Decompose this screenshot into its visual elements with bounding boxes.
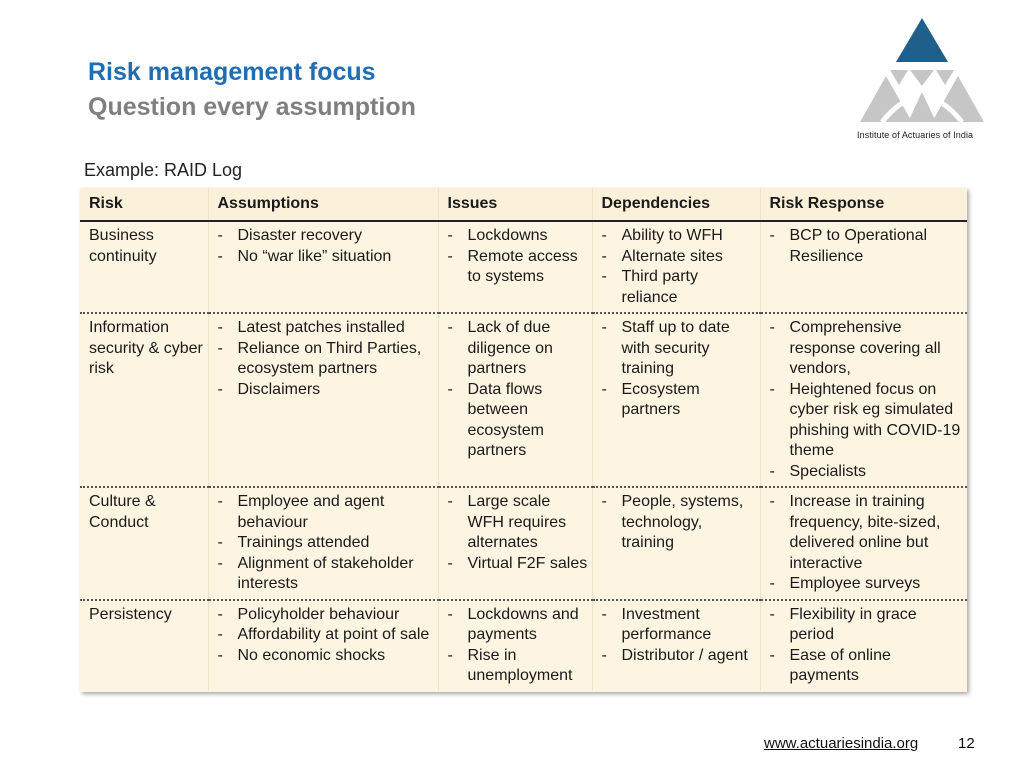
dependencies-item: - Distributor / agent [602, 646, 756, 667]
issues-item: - Large scale WFH requires alternates [448, 492, 588, 554]
table-row [80, 313, 967, 487]
dependencies-item: - Staff up to date with security training [602, 318, 756, 380]
header-risk: Risk [80, 188, 208, 221]
dependencies-list [602, 226, 756, 308]
table-row [80, 600, 967, 691]
response-item: - Heightened focus on cyber risk eg simulated phishing with COVID-19 theme [770, 380, 964, 462]
assumptions-item: - No “war like” situation [218, 247, 434, 268]
response-cell [760, 313, 967, 487]
assumptions-item: - No economic shocks [218, 646, 434, 667]
issues-cell [438, 600, 592, 691]
issues-item: - Lockdowns and payments [448, 605, 588, 646]
response-item: - Comprehensive response covering all vendors, [770, 318, 964, 380]
issues-item: - Remote access to systems [448, 247, 588, 288]
response-item: - Employee surveys [770, 574, 964, 595]
assumptions-item: - Employee and agent behaviour [218, 492, 434, 533]
response-item: - BCP to Operational Resilience [770, 226, 964, 267]
assumptions-list [218, 318, 434, 400]
dependencies-item: - Alternate sites [602, 247, 756, 268]
table-row [80, 487, 967, 600]
dependencies-cell [592, 600, 760, 691]
dependencies-item: - People, systems, technology, training [602, 492, 756, 554]
assumptions-cell [208, 600, 438, 691]
response-cell [760, 600, 967, 691]
page-subtitle: Question every assumption [88, 93, 416, 121]
assumptions-item: - Latest patches installed [218, 318, 434, 339]
assumptions-item: - Disaster recovery [218, 226, 434, 247]
assumptions-list [218, 226, 434, 267]
dependencies-cell [592, 313, 760, 487]
page-title: Risk management focus [88, 58, 376, 86]
assumptions-item: - Trainings attended [218, 533, 434, 554]
header-risk-response: Risk Response [760, 188, 967, 221]
assumptions-item: - Reliance on Third Parties, ecosystem partners [218, 339, 434, 380]
issues-item: - Lack of due diligence on partners [448, 318, 588, 380]
header-dependencies: Dependencies [592, 188, 760, 221]
table-row [80, 221, 967, 313]
footer-url-link[interactable]: www.actuariesindia.org [764, 735, 919, 752]
dependencies-cell [592, 487, 760, 600]
response-list [770, 605, 964, 687]
dependencies-list [602, 605, 756, 667]
issues-item: - Lockdowns [448, 226, 588, 247]
response-item: - Flexibility in grace period [770, 605, 964, 646]
header-issues: Issues [438, 188, 592, 221]
risk-cell: Business continuity [80, 221, 208, 313]
dependencies-item: - Investment performance [602, 605, 756, 646]
response-item: - Specialists [770, 462, 964, 483]
issues-item: - Rise in unemployment [448, 646, 588, 687]
dependencies-item: - Third party reliance [602, 267, 756, 308]
dependencies-item: - Ability to WFH [602, 226, 756, 247]
response-cell [760, 487, 967, 600]
assumptions-list [218, 492, 434, 595]
dependencies-list [602, 492, 756, 554]
issues-list [448, 318, 588, 462]
issues-list [448, 605, 588, 687]
risk-cell: Culture & Conduct [80, 487, 208, 600]
response-list [770, 318, 964, 482]
assumptions-item: - Alignment of stakeholder interests [218, 554, 434, 595]
assumptions-item: - Affordability at point of sale [218, 625, 434, 646]
risk-cell: Information security & cyber risk [80, 313, 208, 487]
response-list [770, 492, 964, 595]
dependencies-item: - Ecosystem partners [602, 380, 756, 421]
assumptions-list [218, 605, 434, 667]
response-item: - Increase in training frequency, bite-sized, delivered online but interactive [770, 492, 964, 574]
response-cell [760, 221, 967, 313]
assumptions-item: - Policyholder behaviour [218, 605, 434, 626]
table-header-row [80, 188, 967, 221]
issues-cell [438, 313, 592, 487]
issues-cell [438, 221, 592, 313]
issues-cell [438, 487, 592, 600]
response-list [770, 226, 964, 267]
assumptions-cell [208, 313, 438, 487]
assumptions-item: - Disclaimers [218, 380, 434, 401]
example-label: Example: RAID Log [84, 160, 243, 180]
assumptions-cell [208, 221, 438, 313]
issues-item: - Virtual F2F sales [448, 554, 588, 575]
iai-logo [852, 14, 992, 144]
issues-item: - Data flows between ecosystem partners [448, 380, 588, 462]
issues-list [448, 226, 588, 288]
response-item: - Ease of online payments [770, 646, 964, 687]
dependencies-list [602, 318, 756, 421]
risk-cell: Persistency [80, 600, 208, 691]
page-number: 12 [958, 735, 975, 752]
raid-log-table [80, 188, 967, 692]
assumptions-cell [208, 487, 438, 600]
logo-text: Institute of Actuaries of India [857, 130, 974, 140]
header-assumptions: Assumptions [208, 188, 438, 221]
issues-list [448, 492, 588, 574]
dependencies-cell [592, 221, 760, 313]
